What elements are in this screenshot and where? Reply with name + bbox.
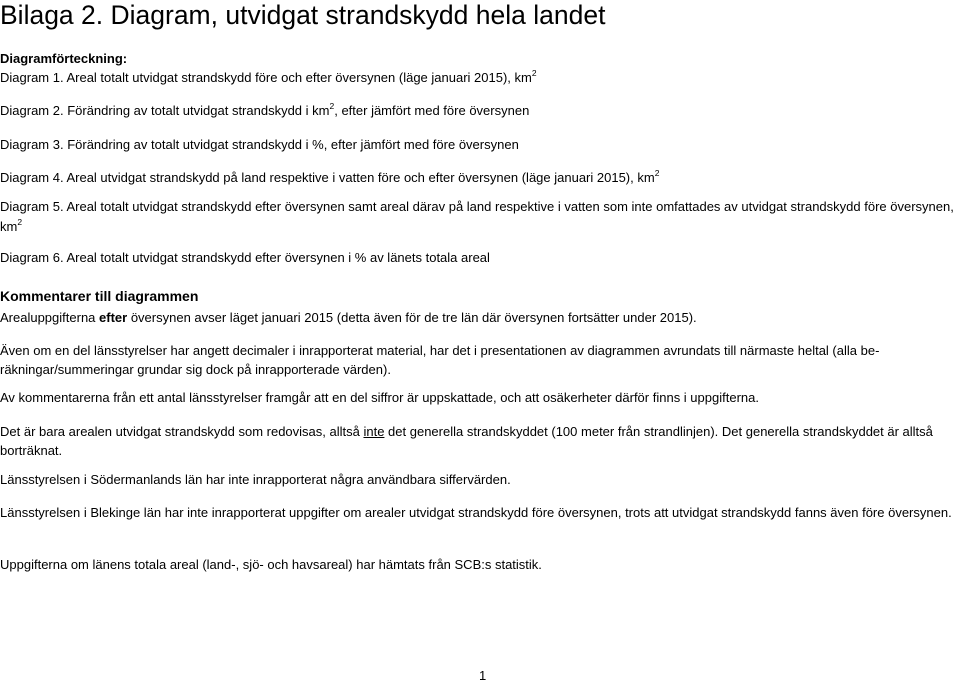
comments-heading: Kommentarer till diagrammen: [0, 288, 199, 304]
toc-item-diagram-2: [0, 103, 529, 119]
toc-item-text: Diagram 5. Areal totalt utvidgat strandskydd efter översynen samt areal därav på land respektive i vatten som inte omfattades av utvidgat strandskydd före översynen, km: [0, 199, 954, 234]
paragraph-text: Det är bara arealen utvidgat strandskydd som redovisas, alltså: [0, 424, 364, 439]
paragraph-general-protection: [0, 422, 958, 460]
toc-item-text: Diagram 3. Förändring av totalt utvidgat strandskydd i %, efter jämfört med före översynen: [0, 137, 519, 152]
paragraph-sodermanland: Länsstyrelsen i Södermanlands län har inte inrapporterat några användbara siffervärden.: [0, 472, 511, 487]
page-title: Bilaga 2. Diagram, utvidgat strandskydd hela landet: [0, 0, 606, 30]
toc-item-text: Diagram 6. Areal totalt utvidgat strandskydd efter översynen i % av länets totala areal: [0, 250, 490, 265]
paragraph-blekinge: Länsstyrelsen i Blekinge län har inte inrapporterat uppgifter om arealer utvidgat strandskydd före översynen, trots att utvidgat strandskydd fanns även före översynen.: [0, 505, 952, 520]
paragraph-text: det generella strandskyddet (100 meter från strandlinjen). Det generella strandskyddet är alltså borträknat.: [0, 424, 933, 458]
paragraph-scb-source: Uppgifterna om länens totala areal (land-, sjö- och havsareal) har hämtats från SCB:s statistik.: [0, 557, 542, 572]
toc-item-text: Diagram 2. Förändring av totalt utvidgat strandskydd i km: [0, 103, 330, 118]
superscript: 2: [531, 68, 537, 78]
toc-item-text: Diagram 1. Areal totalt utvidgat strandskydd före och efter översynen (läge januari 2015), km: [0, 70, 532, 85]
paragraph-text: Arealuppgifterna: [0, 310, 100, 325]
toc-item-text-after: , efter jämfört med före översynen: [334, 103, 530, 118]
paragraph-rounding: Även om en del länsstyrelser har angett decimaler i inrapporterat material, har det i presentationen av diagrammen avrundats till närmaste heltal (alla be-räkningar/summeringar grundar sig dock på inrapporterade värden).: [0, 343, 880, 377]
paragraph-text: översynen avser läget januari 2015 (detta även för de tre län där översynen fortsätter under 2015).: [127, 310, 697, 325]
bold-text: efter: [99, 310, 128, 325]
toc-item-diagram-4: [0, 170, 659, 186]
superscript: 2: [654, 168, 660, 178]
toc-item-diagram-3: [0, 137, 519, 153]
toc-item-diagram-6: [0, 250, 490, 266]
underlined-text: inte: [363, 424, 385, 439]
toc-item-diagram-1: [0, 70, 537, 86]
toc-item-text: Diagram 4. Areal utvidgat strandskydd på land respektive i vatten före och efter översynen (läge januari 2015), km: [0, 170, 655, 185]
paragraph-estimates: Av kommentarerna från ett antal länsstyrelser framgår att en del siffror är uppskattade, och att osäkerheter därför finns i uppgifterna.: [0, 390, 759, 405]
toc-heading: Diagramförteckning:: [0, 51, 128, 66]
superscript: 2: [17, 217, 23, 227]
paragraph-area-date: [0, 308, 958, 327]
toc-item-diagram-5: [0, 197, 958, 237]
page-number: 1: [479, 668, 487, 683]
superscript: 2: [329, 101, 335, 111]
